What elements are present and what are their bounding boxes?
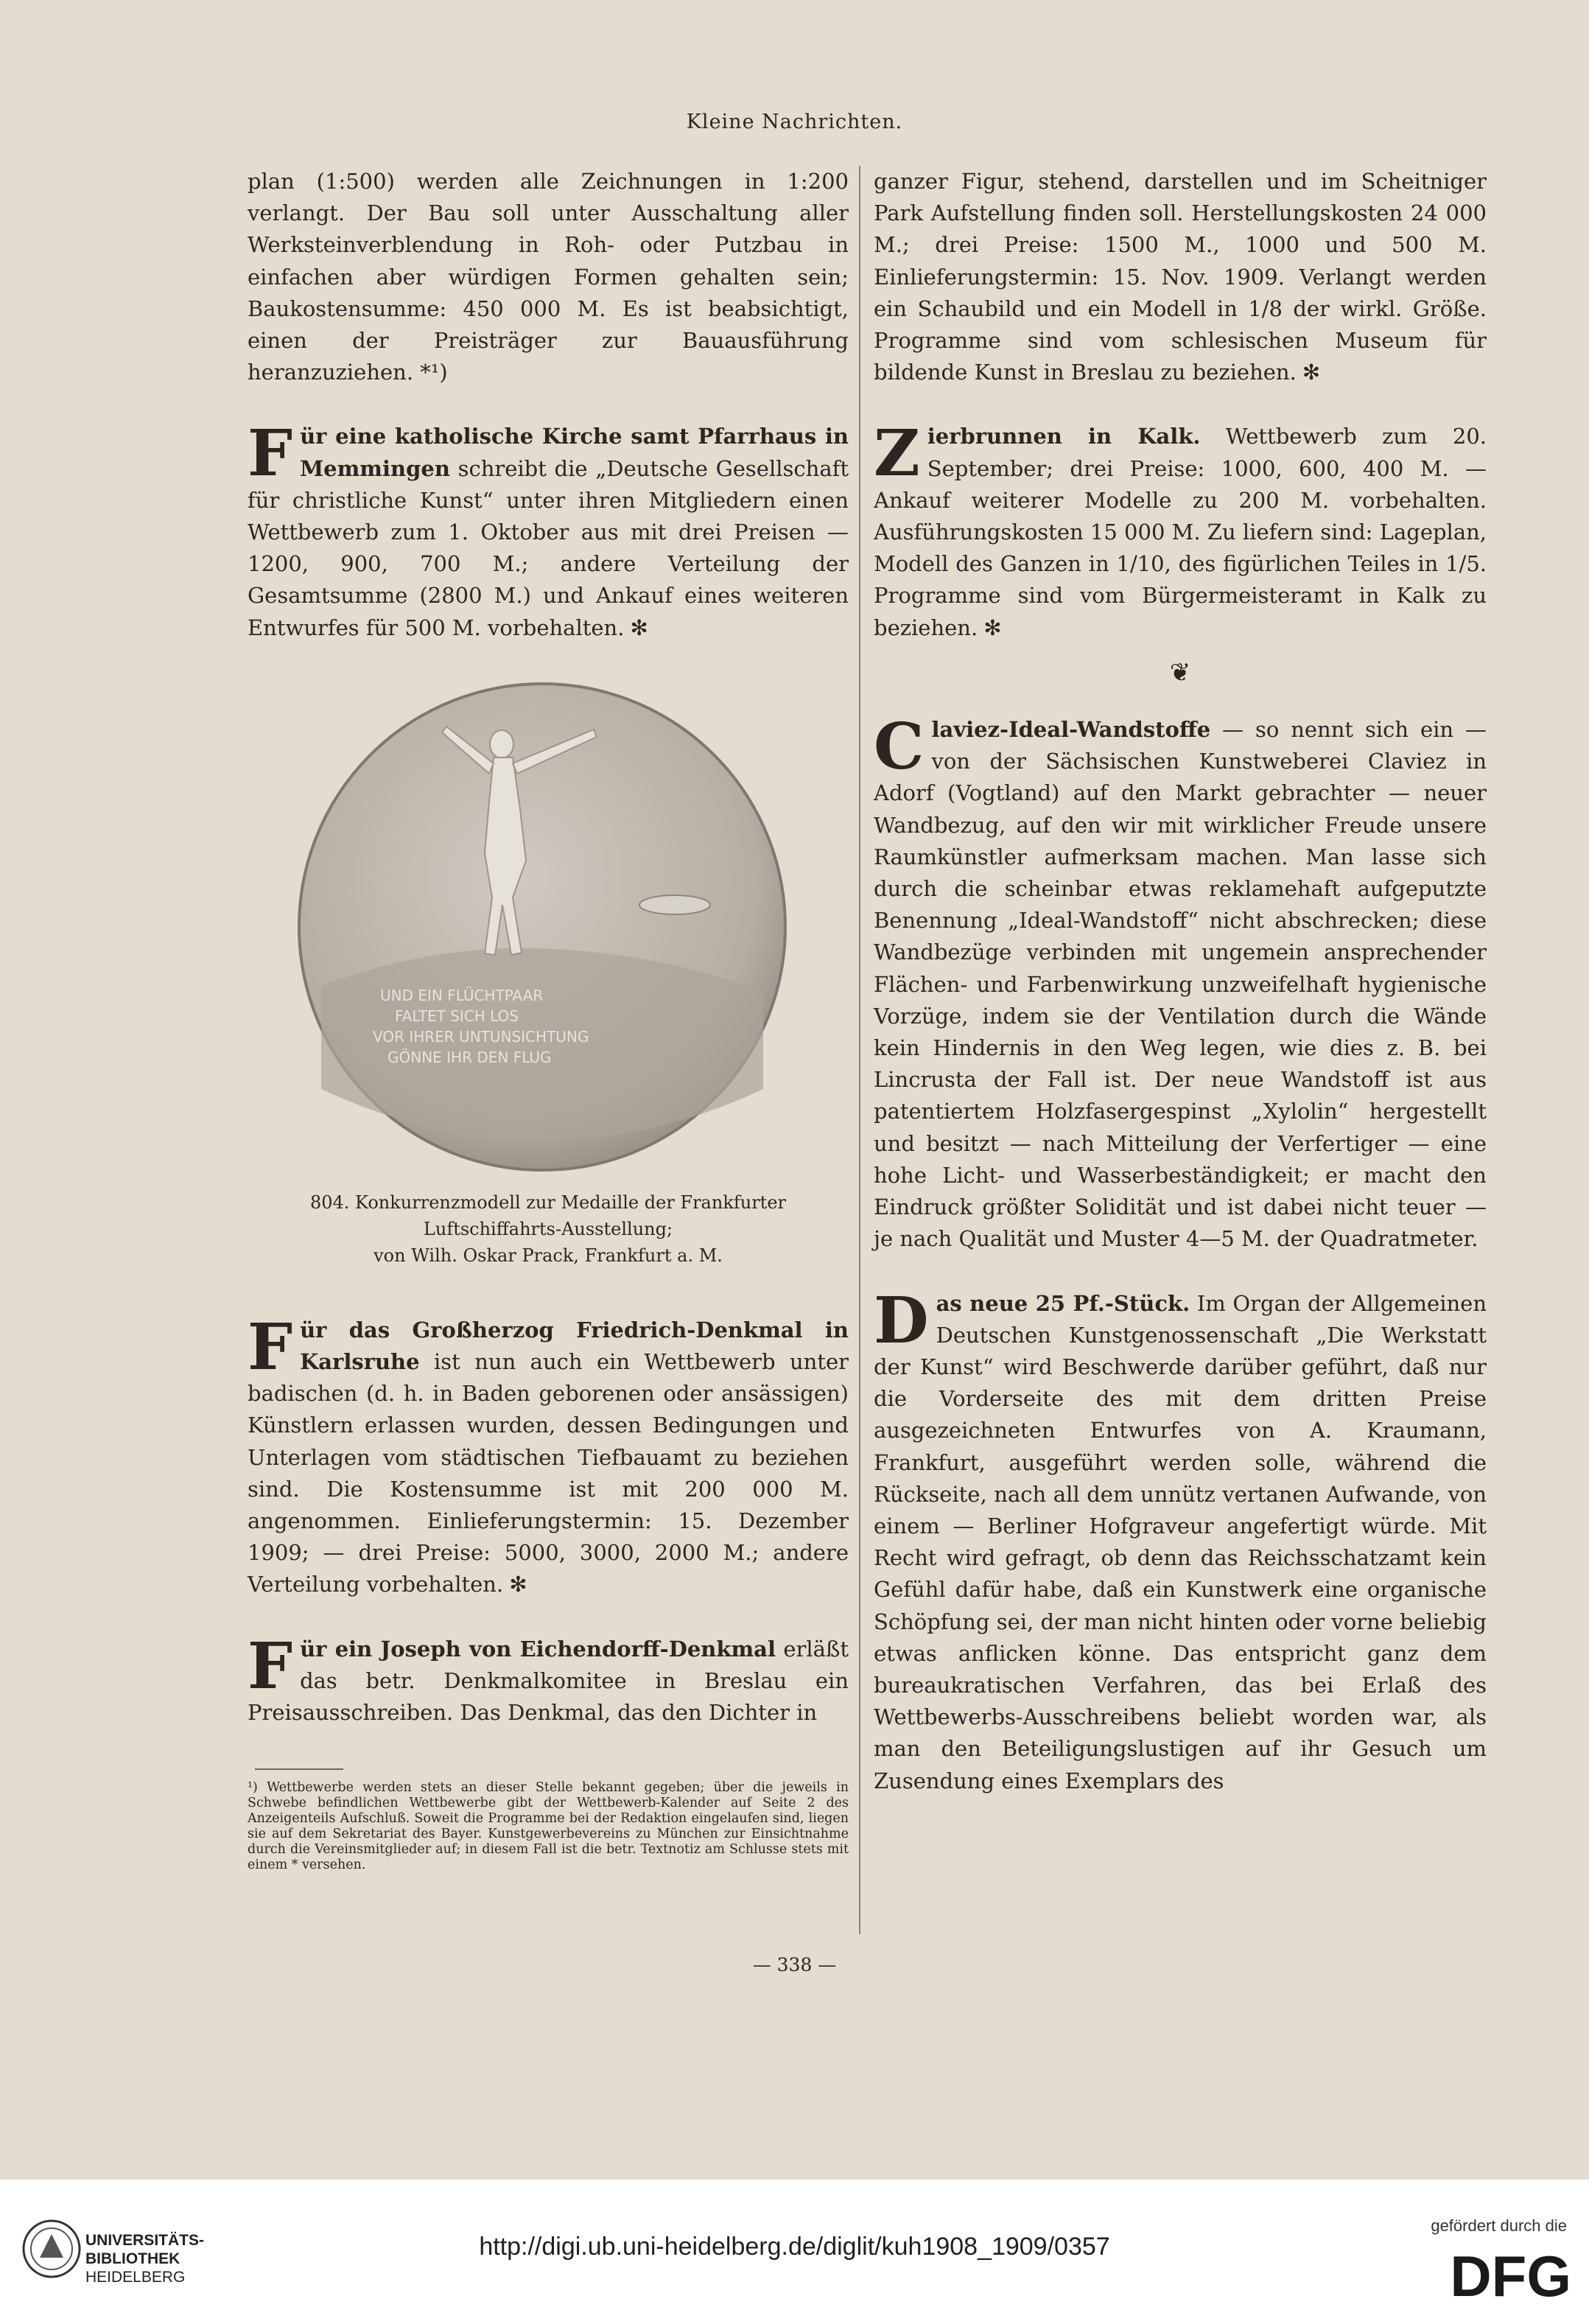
footnote-rule xyxy=(255,1768,343,1770)
intro-text: plan (1:500) werden alle Zeichnungen in 1:200 verlangt. Der Bau soll unter Ausschaltung aller Werksteinverblendung in Roh- oder Putzbau in einfachen aber würdigen Formen gehalten sein; Baukostensumme: 450 000 M. Es ist beabsichtigt, einen der Preisträger zur Bauausführung heranzuziehen. *¹) xyxy=(248,169,849,385)
article-body: Wettbewerb zum 20. September; drei Preise: 1000, 600, 400 M. — Ankauf weiterer Modelle zu 200 M. vorbehalten. Ausführungskosten 15 000 M. Zu liefern sind: Lageplan, Modell des Ganzen in 1/10, des figürlichen Teiles in 1/5. Programme sind vom Bürgermeisteramt in Kalk zu beziehen. xyxy=(874,424,1487,640)
article-lead: laviez-Ideal-Wandstoffe xyxy=(931,717,1211,743)
article-body: schreibt die „Deutsche Gesellschaft für christliche Kunst“ unter ihren Mitgliedern einen Wettbewerb zum 1. Oktober aus mit drei Preisen — 1200, 900, 700 M.; andere Verteilung der Gesamtsumme (2800 M.) und Ankauf eines weiteren Entwurfes für 500 M. vorbehalten. xyxy=(248,455,849,640)
article-body: Im Organ der Allgemeinen Deutschen Kunstgenossenschaft „Die Werkstatt der Kunst“ wird Beschwerde darüber geführt, daß nur die Vorderseite des mit dem dritten Preise ausgezeichneten Entwurfes von A. Kraumann, Frankfurt, ausgeführt werden solle, während die Rückseite, nach all dem unnütz vertanen Aufwande, von einem — Berliner Hofgraveur angefertigt würde. Mit Recht wird gefragt, ob denn das Reichsschatzamt kein Gefühl dafür habe, daß ein Kunstwerk eine organische Schöpfung sei, der man nicht hinten oder vorne beliebig etwas anflicken könne. Das entspricht ganz dem bureaukratischen Verfahren, das bei Erlaß des Wettbewerbs-Ausschreibens beliebt worden war, als man den Beteiligungslustigen auf ihr Gesuch um Zusendung eines Exemplars des xyxy=(874,1290,1487,1793)
medal-figure xyxy=(248,676,849,1207)
article-body: ist nun auch ein Wettbewerb unter badischen (d. h. in Baden geborenen oder ansässigen) Künstlern erlassen wurden, dessen Bedingungen und Unterlagen vom städtischen Tiefbauamt zu beziehen sind. Die Kostensumme ist mit 200 000 M. angenommen. Einlieferungstermin: 15. Dezember 1909; — drei Preise: 5000, 3000, 2000 M.; andere Verteilung vorbehalten. xyxy=(248,1349,849,1597)
article-lead: ür eine katholische Kirche samt Pfarrhaus in Memmingen xyxy=(300,424,849,481)
article-25pf-stueck xyxy=(874,1283,1487,1797)
inscription-line-4: GÖNNE IHR DEN FLUG xyxy=(387,1048,552,1066)
footnote: ¹) Wettbewerbe werden stets an dieser Stelle bekannt gegeben; über die jeweils in Schwebe befindlichen Wettbewerbe gibt der Wettbewerb-Kalender auf Seite 2 des Anzeigenteils Aufschluß. Soweit die Programme bei der Redaktion eingelaufen sind, liegen sie auf dem Sekretariat des Bayer. Kunstgewerbevereins zu München zur Einsichtnahme durch die Vereinsmitglieder auf; in diesem Fall ist die betr. Textnotiz am Schlusse stets mit einem * versehen. xyxy=(248,1780,849,1873)
medal-image xyxy=(292,676,793,1177)
left-column xyxy=(248,166,849,1873)
drop-initial: F xyxy=(248,1628,293,1704)
article-claviez xyxy=(874,710,1487,1255)
inscription-line-1: UND EIN FLÜCHTPAAR xyxy=(380,986,544,1004)
article-body: erläßt das betr. Denkmalkomitee in Breslau ein Preisausschreiben. Das Denkmal, das den Dichter in xyxy=(248,1636,849,1726)
inscription-line-3: VOR IHRER UNTUNSICHTUNG xyxy=(373,1027,589,1046)
continuation-text: ganzer Figur, stehend, darstellen und im Scheitniger Park Aufstellung finden soll. Herstellungskosten 24 000 M.; drei Preise: 1500 M., 1000 und 500 M. Einlieferungstermin: 15. Nov. 1909. Verlangt werden ein Schaubild und ein Modell in 1/8 der wirkl. Größe. Programme sind vom schlesischen Museum für bildende Kunst in Breslau zu beziehen. xyxy=(874,169,1487,385)
article-karlsruhe xyxy=(248,1309,849,1601)
page-number: — 338 — xyxy=(752,1954,837,1975)
digitization-footer xyxy=(0,2180,1589,2324)
article-lead: ierbrunnen in Kalk. xyxy=(927,424,1201,449)
star-mark: ✻ xyxy=(983,615,1002,640)
caption-line-3: von Wilh. Oskar Prack, Frankfurt a. M. xyxy=(373,1245,723,1266)
article-eichendorff xyxy=(248,1628,849,1729)
caption-line-1: 804. Konkurrenzmodell zur Medaille der Frankfurter xyxy=(309,1191,786,1213)
continuation-paragraph xyxy=(874,166,1487,388)
star-mark: ✻ xyxy=(1302,360,1321,385)
source-url-link[interactable]: http://digi.ub.uni-heidelberg.de/diglit/kuh1908_1909/0357 xyxy=(479,2233,1110,2261)
column-divider xyxy=(859,166,860,1934)
drop-initial: F xyxy=(248,1309,293,1385)
funded-by-label: gefördert durch die xyxy=(1431,2216,1567,2235)
right-column xyxy=(874,166,1487,1797)
university-library-logo: UNIVERSITÄTS- BIBLIOTHEK HEIDELBERG xyxy=(85,2232,205,2286)
drop-initial: F xyxy=(248,416,293,491)
article-body: — so nennt sich ein — von der Sächsischen Kunstweberei Claviez in Adorf (Vogtland) auf den Markt gebrachter — neuer Wandbezug, auf den wir mit wirklicher Freude unsere Raumkünstler aufmerksam machen. Man lasse sich durch die scheinbar etwas reklamehaft aufgeputzte Benennung „Ideal-Wandstoff“ nicht abschrecken; diese Wandbezüge verbinden mit ungemein ansprechender Flächen- und Farbenwirkung unzweifelhaft hygienische Vorzüge, indem sie der Ventilation durch die Wände kein Hindernis in den Weg legen, wie dies z. B. bei Lincrusta der Fall ist. Der neue Wandstoff ist aus patentiertem Holzfasergespinst „Xylolin“ hergestellt und besitzt — nach Mitteilung der Verfertiger — eine hohe Licht- und Wasserbeständigkeit; er macht den Eindruck größter Solidität und ist dabei nicht teuer — je nach Qualität und Muster 4—5 M. der Quadratmeter. xyxy=(874,717,1487,1252)
article-memmingen xyxy=(248,416,849,643)
running-header: Kleine Nachrichten. xyxy=(686,111,903,133)
ornament-divider: ❦ xyxy=(1169,657,1191,687)
svg-text:DFG: DFG xyxy=(1450,2247,1571,2302)
inscription-line-2: FALTET SICH LOS xyxy=(395,1007,519,1025)
intro-paragraph xyxy=(248,166,849,388)
drop-initial: D xyxy=(874,1283,929,1358)
drop-initial: C xyxy=(874,710,925,785)
caption-line-2: Luftschiffahrts-Ausstellung; xyxy=(423,1218,673,1239)
article-lead: as neue 25 Pf.-Stück. xyxy=(936,1290,1190,1316)
star-mark: ✻ xyxy=(509,1572,527,1597)
article-lead: ür ein Joseph von Eichendorff-Denkmal xyxy=(300,1636,776,1662)
drop-initial: Z xyxy=(874,416,920,491)
article-lead: ür das Großherzog Friedrich-Denkmal in Karlsruhe xyxy=(300,1317,849,1375)
dfg-logo xyxy=(1387,2247,1571,2302)
star-mark: ✻ xyxy=(630,615,648,640)
article-kalk xyxy=(874,416,1487,643)
